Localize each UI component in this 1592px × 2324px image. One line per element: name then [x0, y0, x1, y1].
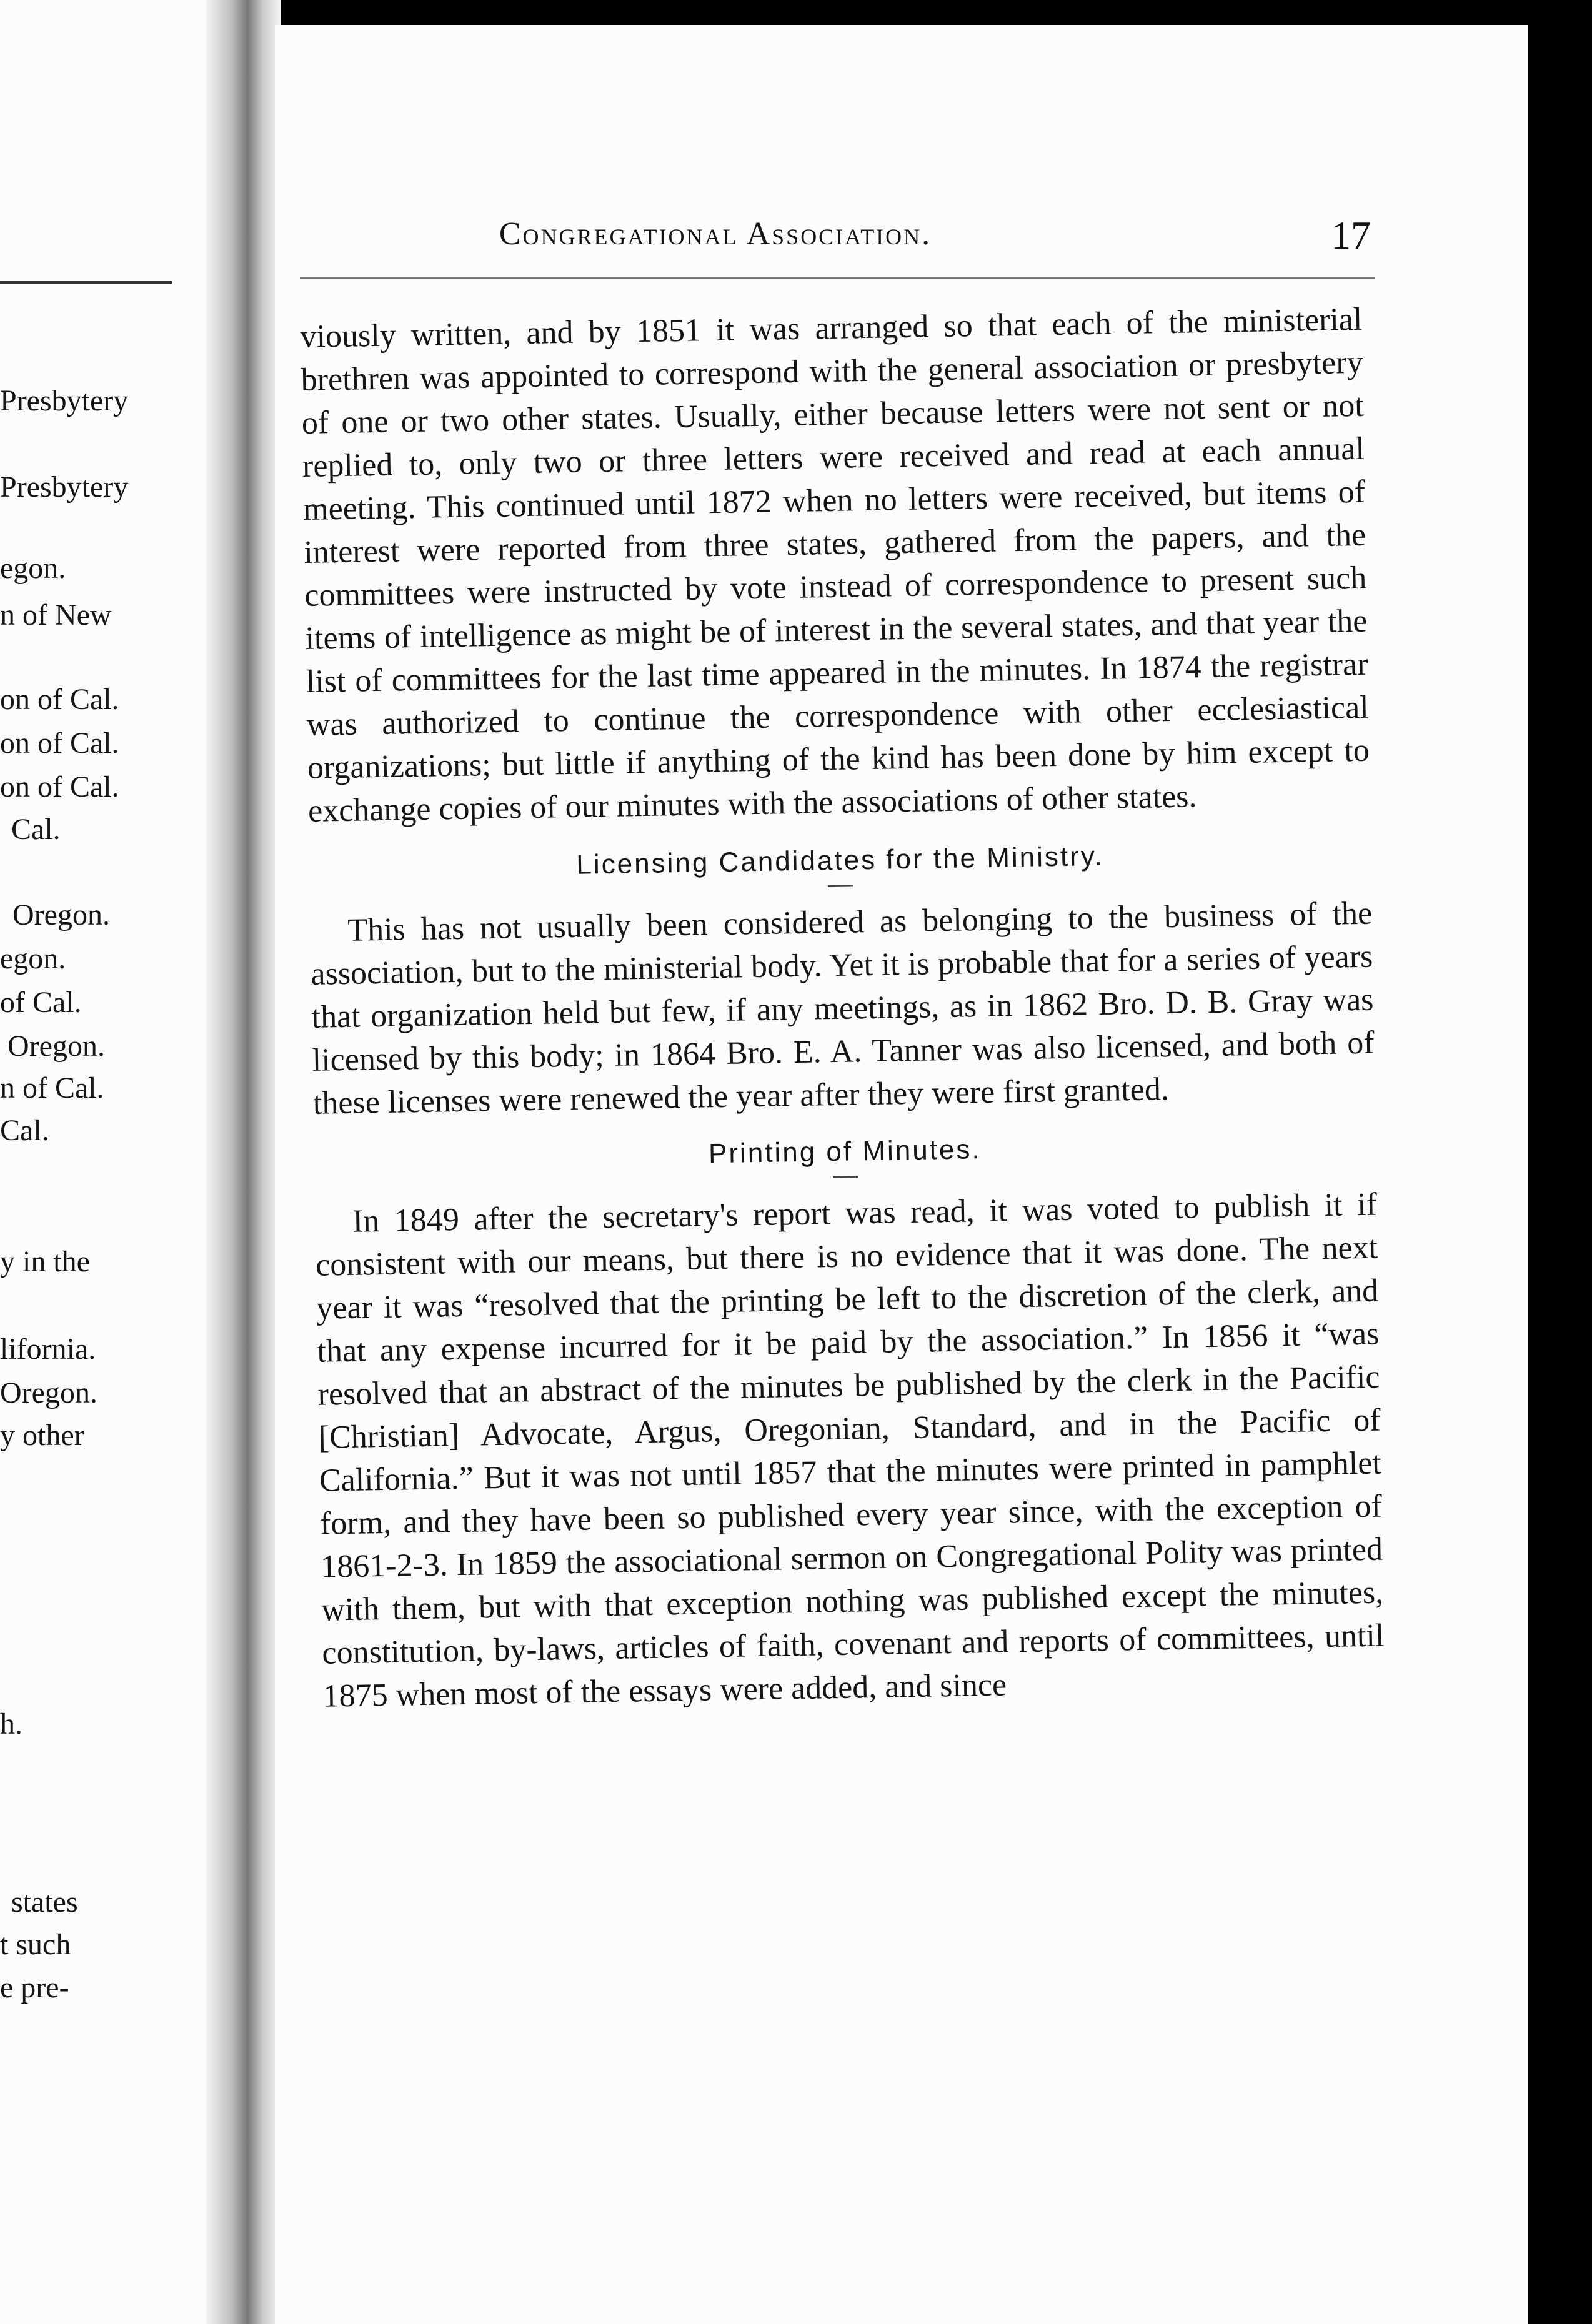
heading-dash	[833, 1176, 858, 1178]
paragraph-correspondence: viously written, and by 1851 it was arranged so that each of the ministerial brethren was appointed to correspond with the general association or presbytery of one or two other states. Usually, either because letters were not sent or not replied to, only two or three letters were received and read at each annual meeting. This continued until 1872 when no letters were received, but items of interest were reported from three states, gathered from the papers, and the committees were instructed by vote instead of correspondence to present such items of intelligence as might be of interest in the several states, and that year the list of committees for the last time appeared in the minutes. In 1874 the registrar was authorized to continue the correspondence with other ecclesiastical organizations; but little if anything of the kind has been done by him except to exchange copies of our minutes with the associations of other states.	[300, 301, 1370, 829]
left-fragment-line: t such	[0, 1928, 71, 1961]
left-fragment-line: Cal.	[0, 1114, 49, 1147]
section-printing	[314, 1123, 1385, 1718]
left-fragment-line: on of Cal.	[0, 683, 119, 716]
left-fragment-line: e pre-	[0, 1971, 69, 2004]
section-heading-licensing: Licensing Candidates for the Ministry.	[576, 840, 1105, 880]
left-fragment-line: of Cal.	[0, 986, 82, 1019]
left-fragment-line: on of Cal.	[0, 770, 119, 803]
left-fragment-line: y in the	[0, 1245, 90, 1278]
left-fragment-line: egon.	[0, 552, 66, 585]
section-licensing	[309, 832, 1375, 1125]
left-fragment-line: Oregon.	[7, 1030, 105, 1063]
left-fragment-line: Oregon.	[12, 898, 110, 931]
running-header: Congregational Association.	[499, 216, 932, 252]
left-fragment-line: Cal.	[11, 813, 61, 846]
left-fragment-line: n of Cal.	[0, 1071, 104, 1105]
book-spine-shadow	[206, 0, 281, 2324]
section-heading-printing: Printing of Minutes.	[708, 1134, 982, 1169]
left-fragment-line: h.	[0, 1707, 22, 1741]
left-fragment-line: on of Cal.	[0, 727, 119, 760]
paragraph-printing: In 1849 after the secretary's report was read, it was voted to publish it if consistent with our means, but there is no evidence that it was done. The next year it was “resolved that the printing be left to the discretion of the clerk, and that any expense incurred for it be paid by the association.” In 1856 it “was resolved that an abstract of the minutes be published by the clerk in the Pacific [Christian] Advocate, Argus, Oregonian, Standard, and in the Pacific of California.” But it was not until 1857 that the minutes were printed in pamphlet form, and they have been so published every year since, with the exception of 1861-2-3. In 1859 the associational sermon on Congregational Polity was printed with them, but with that exception nothing was published except the minutes, constitution, by-laws, articles of faith, covenant and reports of committees, until 1875 when most of the essays were added, and since	[315, 1186, 1385, 1714]
left-fragment-line: y other	[0, 1419, 84, 1452]
left-fragment-line: n of New	[0, 598, 112, 632]
paragraph-licensing: This has not usually been considered as belonging to the business of the association, but to the ministerial body. Yet it is probable that for a series of years that organization held but few, if any meetings, as in 1862 Bro. D. B. Gray was licensed by this body; in 1864 Bro. E. A. Tanner was also licensed, and both of these licenses were renewed the year after they were first granted.	[311, 895, 1375, 1121]
left-fragment-line: Presbytery	[0, 470, 129, 504]
left-page-rule	[0, 281, 172, 284]
left-fragment-line: lifornia.	[0, 1333, 96, 1366]
page-number: 17	[1331, 213, 1371, 257]
page-body	[300, 298, 1385, 1718]
header-rule	[300, 277, 1375, 279]
left-fragment-line: egon.	[0, 942, 66, 975]
left-fragment-line: Presbytery	[0, 384, 129, 417]
left-fragment-line: Oregon.	[0, 1376, 97, 1409]
left-fragment-line: states	[11, 1885, 78, 1919]
heading-dash	[828, 885, 853, 887]
